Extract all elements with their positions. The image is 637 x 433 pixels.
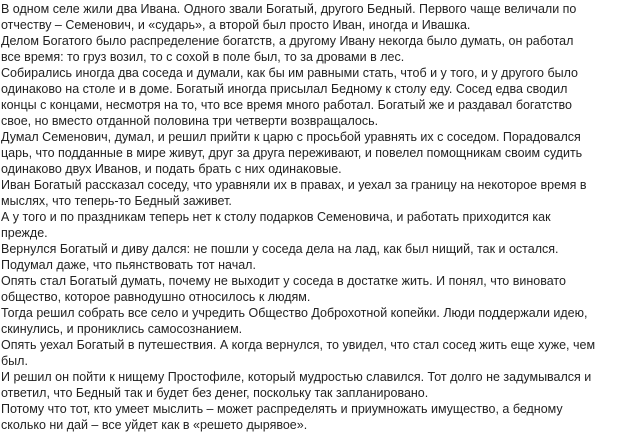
text-line: ответил, что Бедный так и будет без денег, поскольку так запланировано.: [1, 386, 429, 400]
text-line: Подумал даже, что пьянствовать тот начал.: [1, 258, 256, 272]
text-line: Вернулся Богатый и диву дался: не пошли у соседа дела на лад, как был нищий, так и остался.: [1, 242, 559, 256]
text-line: одинаково на столе и в доме. Богатый иногда присылал Бедному к столу еду. Сосед едва сводил: [1, 82, 568, 96]
text-line: Опять уехал Богатый в путешествия. А когда вернулся, то увидел, что стал сосед жить еще хуже, чем: [1, 338, 596, 352]
text-line: все время: то груз возил, то с сохой в поле был, то за дровами в лес.: [1, 50, 405, 64]
text-line: был.: [1, 354, 28, 368]
text-line: Собирались иногда два соседа и думали, как бы им равными стать, чтоб и у того, и у другого было: [1, 66, 578, 80]
text-line: Иван Богатый рассказал соседу, что уравняли их в правах, и уехал за границу на некоторое время в: [1, 178, 587, 192]
text-line: Тогда решил собрать все село и учредить Общество Доброхотной копейки. Люди поддержали идею,: [1, 306, 588, 320]
text-line: концы с концами, несмотря на то, что все время много работал. Богатый же и раздавал богатство: [1, 98, 572, 112]
text-line: мыслях, что теперь-то Бедный заживет.: [1, 194, 232, 208]
text-line: отчеству – Семенович, и «сударь», а второй был просто Иван, иногда и Ивашка.: [1, 18, 471, 32]
text-line: скинулись, и прониклись самосознанием.: [1, 322, 243, 336]
text-line: В одном селе жили два Ивана. Одного звали Богатый, другого Бедный. Первого чаще величали по: [1, 2, 577, 16]
text-line: общество, которое равнодушно относилось к людям.: [1, 290, 311, 304]
text-line: царь, что подданные в мире живут, друг за друга переживают, и повелел помощникам своим судить: [1, 146, 583, 160]
text-line: одинаково двух Иванов, и подать брать с них одинаковые.: [1, 162, 342, 176]
text-line: Опять стал Богатый думать, почему не выходит у соседа в достатке жить. И понял, что виновато: [1, 274, 566, 288]
text-line: И решил он пойти к нищему Простофиле, который мудростью славился. Тот долго не задумывался и: [1, 370, 592, 384]
text-line: прежде.: [1, 226, 48, 240]
text-line: Потому что тот, кто умеет мыслить – может распределять и приумножать имущество, а бедному: [1, 402, 563, 416]
text-line: Думал Семенович, думал, и решил прийти к царю с просьбой уравнять их с соседом. Порадовался: [1, 130, 581, 144]
text-line: А у того и по праздникам теперь нет к столу подарков Семеновича, и работать приходится как: [1, 210, 551, 224]
text-line: сколько ни дай – все уйдет как в «решето дырявое».: [1, 418, 308, 432]
text-line: свое, но вместо отданной половина три четверти возвращалось.: [1, 114, 379, 128]
text-line: Делом Богатого было распределение богатств, а другому Ивану некогда было думать, он работал: [1, 34, 574, 48]
